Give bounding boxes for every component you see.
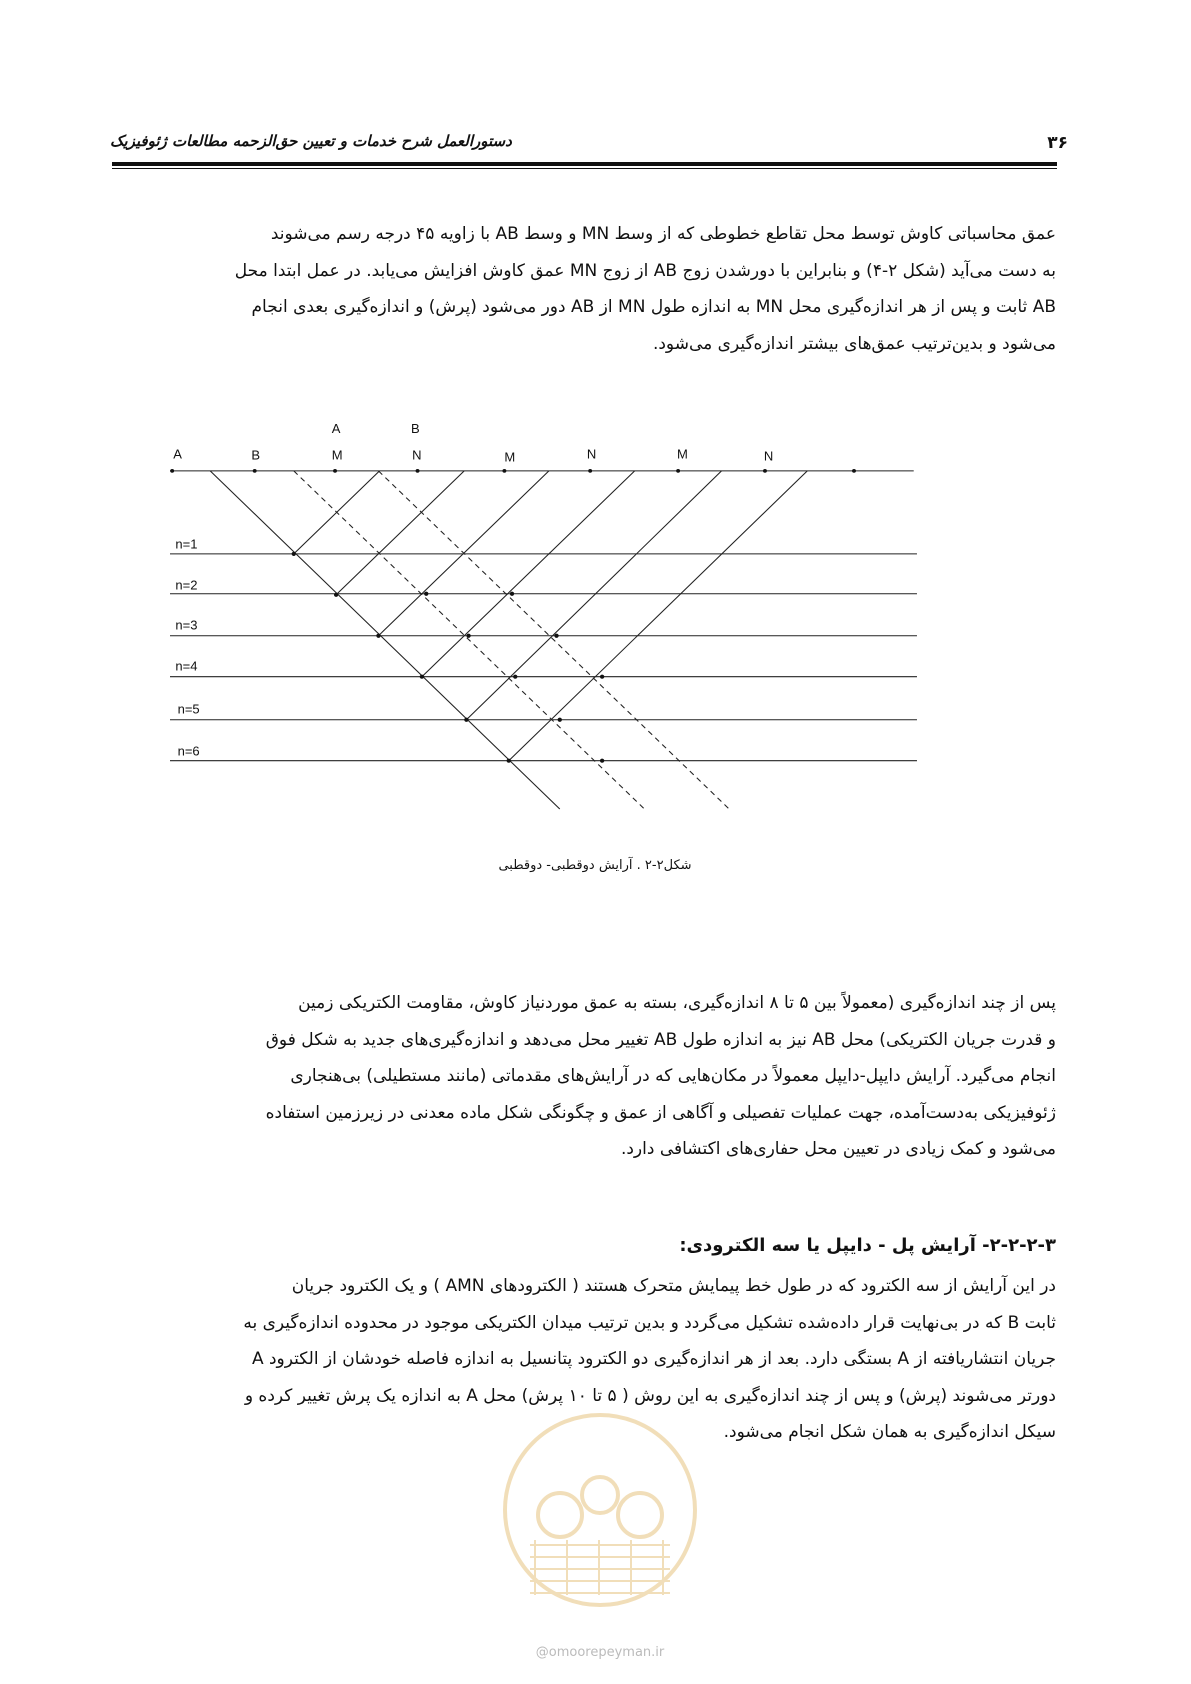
dashed-diagonal (294, 471, 645, 809)
electrode-label-n: N (412, 447, 422, 463)
electrode-dot (416, 469, 420, 473)
electrode-label-m: M (677, 446, 688, 462)
gear-icon (538, 1493, 582, 1537)
header-rule (112, 162, 1057, 166)
level-label: n=6 (177, 743, 200, 759)
data-point (334, 593, 338, 597)
dipole-dipole-diagram (170, 410, 930, 830)
electrode-label-m: M (331, 447, 343, 463)
electrode-label-a-upper: A (331, 421, 341, 437)
data-point (424, 592, 428, 596)
running-title: دستورالعمل شرح خدمات و تعیین حق‌الزحمه مطالعات ژئوفیزیک (110, 132, 512, 150)
paragraph-line: پس از چند اندازه‌گیری (معمولاً بین ۵ تا ۸ اندازه‌گیری، بسته به عمق موردنیاز کاوش، مقاومت الکتریکی زمین (298, 993, 1056, 1013)
paragraph-line: جریان انتشاریافته از A بستگی دارد. بعد از هر اندازه‌گیری دو الکترود پتانسیل به اندازه فاصله خودشان از الکترود A (251, 1349, 1056, 1369)
paragraph-line: AB ثابت و پس از هر اندازه‌گیری محل MN به اندازه طول MN از AB دور می‌شود (پرش) و اندازه‌گیری بعدی انجام (251, 297, 1056, 317)
watermark-logo (490, 1400, 710, 1640)
data-point (420, 675, 424, 679)
paragraph-line: دورتر می‌شوند (پرش) و پس از چند اندازه‌گیری به این روش ( ۵ تا ۱۰ پرش) محل A به اندازه یک پرش تغییر کرده و (244, 1385, 1056, 1406)
electrode-label-n: N (763, 448, 774, 464)
electrode-dot (170, 469, 174, 473)
paragraph-line: ثابت B که در بی‌نهایت قرار داده‌شده تشکیل می‌گردد و بدین ترتیب میدان الکتریکی موجود در محدوده اندازه‌گیری به (243, 1312, 1056, 1333)
data-point (554, 634, 558, 638)
dashed-diagonal (378, 471, 729, 809)
electrode-label-b-upper: B (411, 421, 420, 437)
data-point (466, 634, 470, 638)
section-heading: ۲-۲-۲-۳- آرایش پل - دایپل یا سه الکترودی: (679, 1235, 1056, 1256)
paragraph-line: سیکل اندازه‌گیری به همان شکل انجام می‌شود. (723, 1422, 1056, 1442)
diagonal-line (336, 471, 464, 595)
paragraph-depth-calculation (114, 216, 1056, 362)
data-point (464, 718, 468, 722)
paragraph-dipole-dipole (114, 985, 1056, 1168)
data-point (600, 675, 604, 679)
person-icon (582, 1477, 618, 1513)
electrode-dot (253, 469, 257, 473)
diagonal-line (422, 471, 635, 677)
gear-icon (618, 1493, 662, 1537)
data-point (507, 759, 511, 763)
electrode-dot (676, 469, 680, 473)
electrode-label-m: M (504, 449, 516, 465)
figure-caption: شکل۲-۲ . آرایش دوقطبی- دوقطبی (498, 858, 692, 873)
data-point (292, 552, 296, 556)
page-number: ۳۶ (1047, 133, 1068, 153)
level-label: n=2 (175, 577, 198, 593)
paragraph-line: می‌شود و بدین‌ترتیب عمق‌های بیشتر اندازه‌گیری می‌شود. (652, 333, 1056, 354)
electrode-dot (852, 469, 856, 473)
electrode-dot (763, 469, 767, 473)
diagonal-line (509, 471, 808, 761)
data-point (376, 634, 380, 638)
paragraph-line: و قدرت جریان الکتریکی) محل AB نیز به اندازه طول AB تغییر محل می‌دهد و اندازه‌گیری‌های جدید به شکل فوق (265, 1029, 1056, 1050)
diagonal-line (210, 471, 560, 809)
watermark-url: @omoorepeyman.ir (535, 1645, 665, 1660)
electrode-label-a: A (173, 446, 182, 462)
level-label: n=4 (175, 658, 198, 674)
diagonal-line (466, 471, 721, 720)
electrode-dot (588, 469, 592, 473)
level-label: n=1 (175, 536, 198, 552)
paragraph-line: عمق محاسباتی کاوش توسط محل تقاطع خطوطی که از وسط MN و وسط AB با زاویه ۴۵ درجه رسم می‌شوند (270, 224, 1056, 244)
paragraph-line: در این آرایش از سه الکترود که در طول خط پیمایش متحرک هستند ( الکترودهای AMN ) و یک الکترود جریان (291, 1276, 1056, 1296)
electrode-dot (333, 469, 337, 473)
data-point (513, 675, 517, 679)
header-rule-thin (112, 168, 1057, 169)
paragraph-line: می‌شود و کمک زیادی در تعیین محل حفاری‌های اکتشافی دارد. (620, 1139, 1056, 1159)
electrode-label-n: N (586, 446, 597, 462)
paragraph-line: ژئوفیزیکی به‌دست‌آمده، جهت عملیات تفصیلی و آگاهی از عمق و چگونگی شکل ماده معدنی در زیرزمین استفاده (265, 1102, 1056, 1123)
paragraph-line: انجام می‌گیرد. آرایش دایپل-دایپل معمولاً در مکان‌هایی که در آرایش‌های مقدماتی (مانند مستطیلی) بی‌هنجاری (290, 1066, 1056, 1086)
data-point (600, 759, 604, 763)
paragraph-line: به دست می‌آید (شکل ۲-۴) و بنابراین با دورشدن زوج AB از زوج MN عمق کاوش افزایش می‌یابد. در عمل ابتدا محل (234, 260, 1056, 281)
level-label: n=5 (177, 701, 200, 717)
data-point (558, 718, 562, 722)
data-point (510, 592, 514, 596)
level-label: n=3 (175, 617, 198, 633)
electrode-label-b: B (251, 447, 261, 463)
electrode-dot (502, 469, 506, 473)
